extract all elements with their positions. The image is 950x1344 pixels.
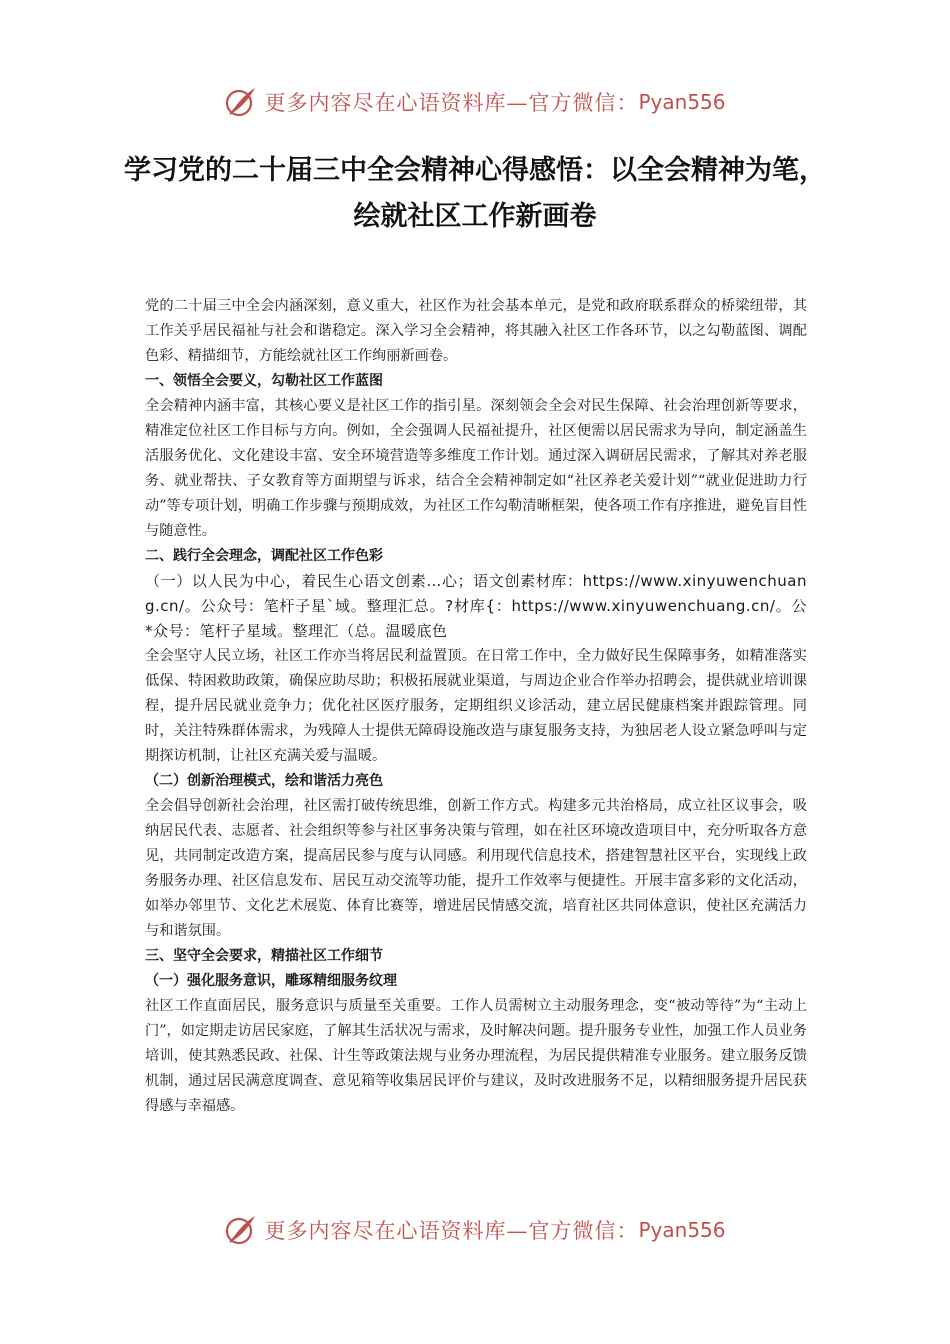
page-title: 学习党的二十届三中全会精神心得感悟：以全会精神为笔，绘就社区工作新画卷 (124, 155, 826, 232)
subheading-2-1-with-watermark: （一）以人民为中心，着民生心语文创素…心；语文创素材库：https://www.xinyuwenchuang.cn/。公众号：笔杆子星`域。整理汇总。?材库{：https://www.xinyuwenchuang.cn/。公*众号：笔杆子星域。整理汇（总。温暖底色 (145, 572, 807, 640)
banner-text: 更多内容尽在心语资料库—官方微信： (264, 1219, 639, 1243)
section-2-2-paragraph: 全会倡导创新社会治理，社区需打破传统思维，创新工作方式。构建多元共治格局，成立社区议事会，吸纳居民代表、志愿者、社会组织等参与社区事务决策与管理，如在社区环境改造项目中，充分听取各方意见，共同制定改造方案，提高居民参与度与认同感。利用现代信息技术，搭建智慧社区平台，实现线上政务服务办理、社区信息发布、居民互动交流等功能，提升工作效率与便捷性。开展丰富多彩的文化活动，如举办邻里节、文化艺术展览、体育比赛等，增进居民情感交流，培育社区共同体意识，使社区充满活力与和谐氛围。 (145, 798, 807, 939)
section-heading-3: 三、坚守全会要求，精描社区工作细节 (145, 948, 383, 964)
banner-wechat-id: Pyan556 (638, 1218, 726, 1242)
section-1-paragraph: 全会精神内涵丰富，其核心要义是社区工作的指引星。深刻领会全会对民生保障、社会治理创新等要求，精准定位社区工作目标与方向。例如，全会强调人民福祉提升，社区便需以居民需求为导向，制定涵盖生活服务优化、文化建设丰富、安全环境营造等多维度工作计划。通过深入调研居民需求，了解其对养老服务、就业帮扶、子女教育等方面期望与诉求，结合全会精神制定如“社区养老关爱计划”“就业促进助力行动”等专项计划，明确工作步骤与预期成效，为社区工作勾勒清晰框架，使各项工作有序推进，避免盲目性与随意性。 (145, 398, 807, 539)
quill-logo-icon (224, 1213, 258, 1247)
banner-text: 更多内容尽在心语资料库—官方微信： (264, 91, 639, 115)
section-3-1-paragraph: 社区工作直面居民，服务意识与质量至关重要。工作人员需树立主动服务理念，变“被动等待”为“主动上门”，如定期走访居民家庭，了解其生活状况与需求，及时解决问题。提升服务专业性，加强工作人员业务培训，使其熟悉民政、社保、计生等政策法规与业务办理流程，为居民提供精准专业服务。建立服务反馈机制，通过居民满意度调查、意见箱等收集居民评价与建议，及时改进服务不足，以精细服务提升居民获得感与幸福感。 (145, 998, 807, 1114)
section-2-1-paragraph: 全会坚守人民立场，社区工作亦当将居民利益置顶。在日常工作中，全力做好民生保障事务，如精准落实低保、特困救助政策，确保应助尽助；积极拓展就业渠道，与周边企业合作举办招聘会，提供就业培训课程，提升居民就业竞争力；优化社区医疗服务，定期组织义诊活动，建立居民健康档案并跟踪管理。同时，关注特殊群体需求，为残障人士提供无障碍设施改造与康复服务支持，为独居老人设立紧急呼叫与定期探访机制，让社区充满关爱与温暖。 (145, 648, 807, 764)
article-body (145, 294, 807, 1119)
section-heading-1: 一、领悟全会要义，勾勒社区工作蓝图 (145, 373, 383, 389)
banner-wechat-id: Pyan556 (638, 90, 726, 114)
quill-logo-icon (224, 85, 258, 119)
subheading-3-1: （一）强化服务意识，雕琢精细服务纹理 (145, 973, 397, 989)
footer-banner (0, 1210, 950, 1250)
header-banner (0, 82, 950, 122)
intro-paragraph: 党的二十届三中全会内涵深刻，意义重大，社区作为社会基本单元，是党和政府联系群众的桥梁纽带，其工作关乎居民福祉与社会和谐稳定。深入学习全会精神，将其融入社区工作各环节，以之勾勒蓝图、调配色彩、精描细节，方能绘就社区工作绚丽新画卷。 (145, 298, 807, 364)
section-heading-2: 二、践行全会理念，调配社区工作色彩 (145, 548, 383, 564)
subheading-2-2: （二）创新治理模式，绘和谐活力亮色 (145, 773, 383, 789)
